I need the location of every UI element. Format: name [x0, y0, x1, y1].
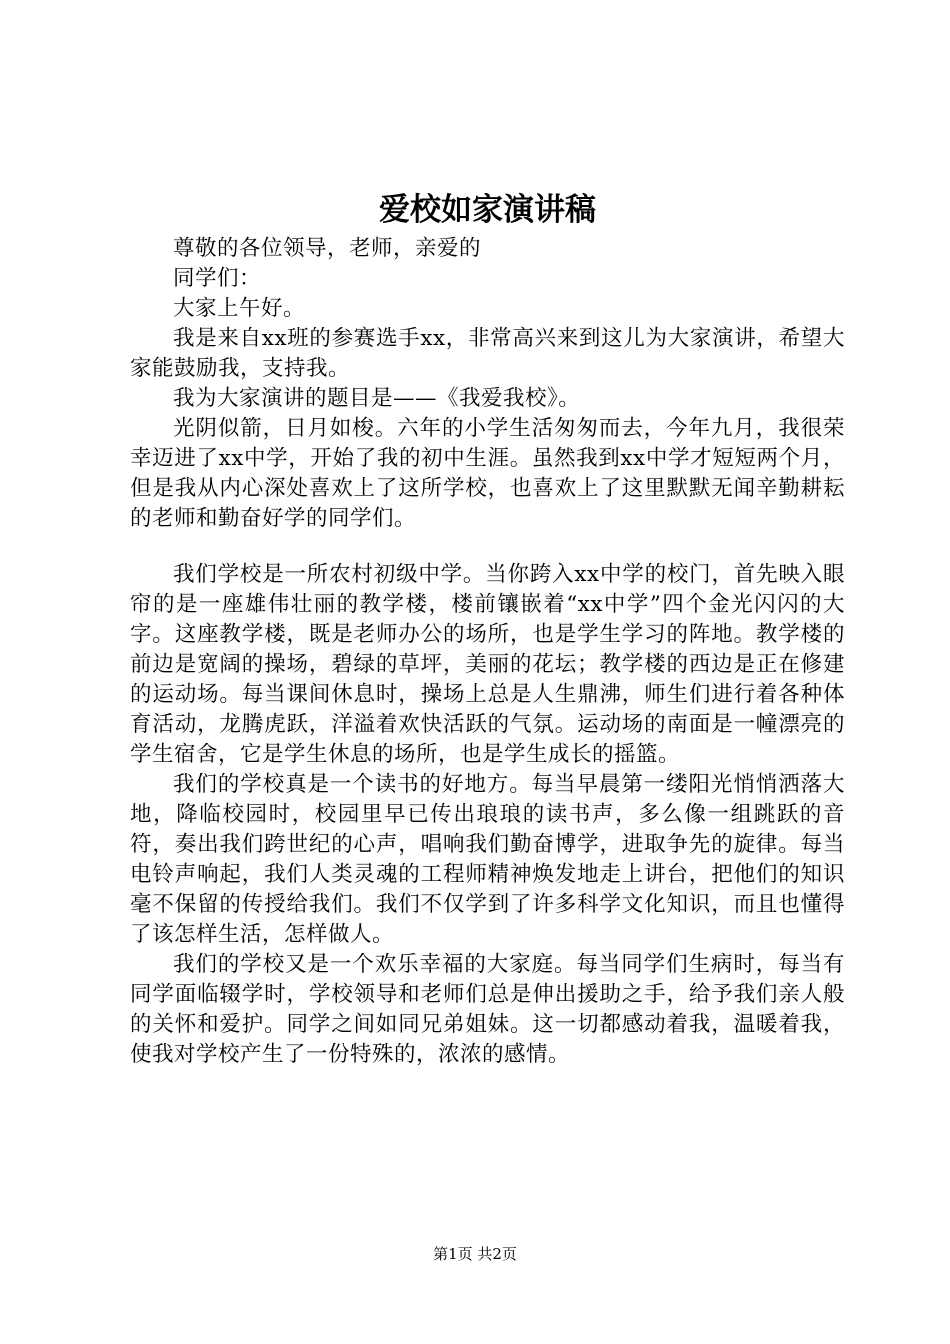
self-introduction: 我是来自xx班的参赛选手xx，非常高兴来到这儿为大家演讲，希望大家能鼓励我，支持我。 — [130, 326, 845, 381]
document-page — [130, 188, 845, 1070]
salutation-line-2: 同学们： — [173, 266, 262, 291]
paragraph-intro: 光阴似箭，日月如梭。六年的小学生活匆匆而去，今年九月，我很荣幸迈进了xx中学，开始了我的初中生涯。虽然我到xx中学才短短两个月，但是我从内心深处喜欢上了这所学校，也喜欢上了这里默默无闻辛勤耕耘的老师和勤奋好学的同学们。 — [130, 416, 845, 531]
salutation-line-1: 尊敬的各位领导，老师，亲爱的 — [173, 236, 482, 261]
paragraph-spacer — [130, 534, 845, 560]
paragraph-school-reading: 我们的学校真是一个读书的好地方。每当早晨第一缕阳光悄悄洒落大地，降临校园时，校园里早已传出琅琅的读书声，多么像一组跳跃的音符，奏出我们跨世纪的心声，唱响我们勤奋博学，进取争先的旋律。每当电铃声响起，我们人类灵魂的工程师精神焕发地走上讲台，把他们的知识毫不保留的传授给我们。我们不仅学到了许多科学文化知识，而且也懂得了该怎样生活，怎样做人。 — [130, 772, 845, 947]
greeting: 大家上午好。 — [173, 296, 306, 321]
paragraph-school-campus: 我们学校是一所农村初级中学。当你跨入xx中学的校门，首先映入眼帘的是一座雄伟壮丽的教学楼，楼前镶嵌着“xx中学”四个金光闪闪的大字。这座教学楼，既是老师办公的场所，也是学生学习的阵地。教学楼的前边是宽阔的操场，碧绿的草坪，美丽的花坛；教学楼的西边是正在修建的运动场。每当课间休息时，操场上总是人生鼎沸，师生们进行着各种体育活动，龙腾虎跃，洋溢着欢快活跃的气氛。运动场的南面是一幢漂亮的学生宿舍，它是学生休息的场所，也是学生成长的摇篮。 — [130, 562, 845, 767]
page-number-footer: 第1页 共2页 — [433, 1245, 517, 1263]
paragraph-school-family: 我们的学校又是一个欢乐幸福的大家庭。每当同学们生病时，每当有同学面临辍学时，学校领导和老师们总是伸出援助之手，给予我们亲人般的关怀和爱护。同学之间如同兄弟姐妹。这一切都感动着我，温暖着我，使我对学校产生了一份特殊的，浓浓的感情。 — [130, 952, 845, 1067]
document-title: 爱校如家演讲稿 — [379, 192, 596, 228]
speech-topic: 我为大家演讲的题目是——《我爱我校》。 — [173, 386, 581, 411]
